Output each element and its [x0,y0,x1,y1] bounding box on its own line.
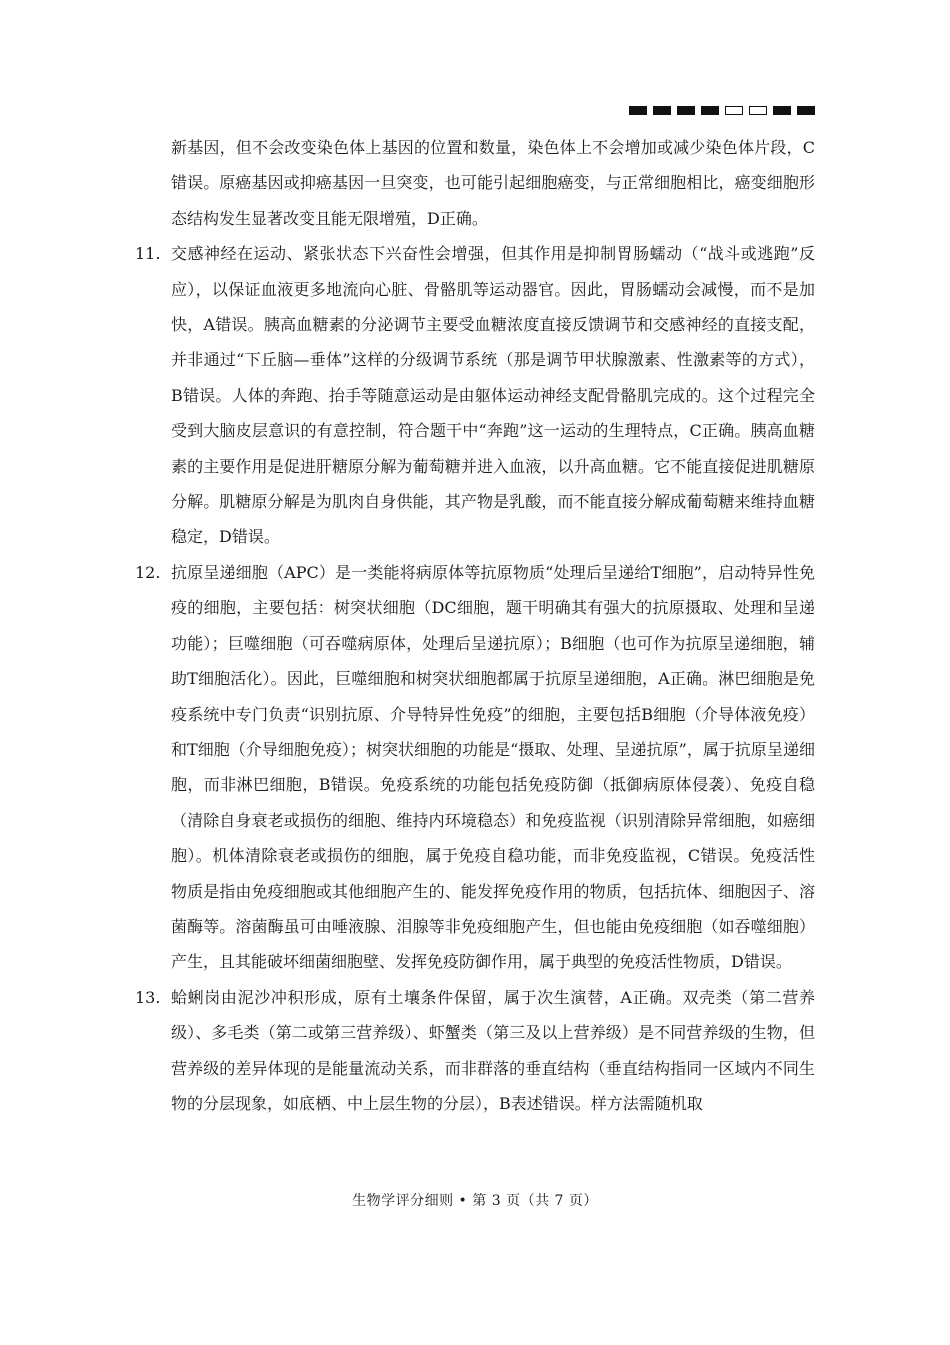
header-mark [797,106,815,115]
header-mark [653,106,671,115]
paragraph-text: 抗原呈递细胞（APC）是一类能将病原体等抗原物质“处理后呈递给T细胞”，启动特异性免疫的细胞，主要包括：树突状细胞（DC细胞，题干明确其有强大的抗原摄取、处理和呈递功能）；巨噬细胞（可吞噬病原体，处理后呈递抗原）；B细胞（也可作为抗原呈递细胞，辅助T细胞活化）。因此，巨噬细胞和树突状细胞都属于抗原呈递细胞，A正确。淋巴细胞是免疫系统中专门负责“识别抗原、介导特异性免疫”的细胞，主要包括B细胞（介导体液免疫）和T细胞（介导细胞免疫）；树突状细胞的功能是“摄取、处理、呈递抗原”，属于抗原呈递细胞，而非淋巴细胞，B错误。免疫系统的功能包括免疫防御（抵御病原体侵袭）、免疫自稳（清除自身衰老或损伤的细胞、维持内环境稳态）和免疫监视（识别清除异常细胞，如癌细胞）。机体清除衰老或损伤的细胞，属于免疫自稳功能，而非免疫监视，C错误。免疫活性物质是指由免疫细胞或其他细胞产生的、能发挥免疫作用的物质，包括抗体、细胞因子、溶菌酶等。溶菌酶虽可由唾液腺、泪腺等非免疫细胞产生，但也能由免疫细胞（如吞噬细胞）产生，且其能破坏细菌细胞壁、发挥免疫防御作用，属于典型的免疫活性物质，D错误。 [171,562,815,972]
paragraph-item-11 [135,236,815,555]
header-mark [725,106,743,115]
paragraph-text: 新基因，但不会改变染色体上基因的位置和数量，染色体上不会增加或减少染色体片段，C错误。原癌基因或抑癌基因一旦突变，也可能引起细胞癌变，与正常细胞相比，癌变细胞形态结构发生显著改变且能无限增殖，D正确。 [171,138,815,228]
header-mark [701,106,719,115]
paragraph-text: 交感神经在运动、紧张状态下兴奋性会增强，但其作用是抑制胃肠蠕动（“战斗或逃跑”反应），以保证血液更多地流向心脏、骨骼肌等运动器官。因此，胃肠蠕动会减慢，而不是加快，A错误。胰高血糖素的分泌调节主要受血糖浓度直接反馈调节和交感神经的直接支配，并非通过“下丘脑—垂体”这样的分级调节系统（那是调节甲状腺激素、性激素等的方式），B错误。人体的奔跑、抬手等随意运动是由躯体运动神经支配骨骼肌完成的。这个过程完全受到大脑皮层意识的有意控制，符合题干中“奔跑”这一运动的生理特点，C正确。胰高血糖素的主要作用是促进肝糖原分解为葡萄糖并进入血液，以升高血糖。它不能直接促进肌糖原分解。肌糖原分解是为肌肉自身供能，其产物是乳酸，而不能直接分解成葡萄糖来维持血糖稳定，D错误。 [171,244,815,547]
paragraph-item-13 [135,980,815,1122]
paragraph-text: 蛤蜊岗由泥沙冲积形成，原有土壤条件保留，属于次生演替，A正确。双壳类（第二营养级）、多毛类（第二或第三营养级）、虾蟹类（第三及以上营养级）是不同营养级的生物，但营养级的差异体现的是能量流动关系，而非群落的垂直结构（垂直结构指同一区域内不同生物的分层现象，如底栖、中上层生物的分层），B表述错误。样方法需随机取 [171,987,815,1113]
header-mark [773,106,791,115]
item-number: 13. [135,987,161,1007]
header-mark [677,106,695,115]
paragraph-continued [135,130,815,236]
document-body [135,130,815,1121]
paragraph-item-12 [135,555,815,980]
page-footer: 生物学评分细则 • 第 3 页（共 7 页） [352,1193,598,1209]
header-mark [749,106,767,115]
item-number: 11. [135,244,161,264]
header-mark [629,106,647,115]
item-number: 12. [135,562,161,582]
header-marks [629,106,815,115]
